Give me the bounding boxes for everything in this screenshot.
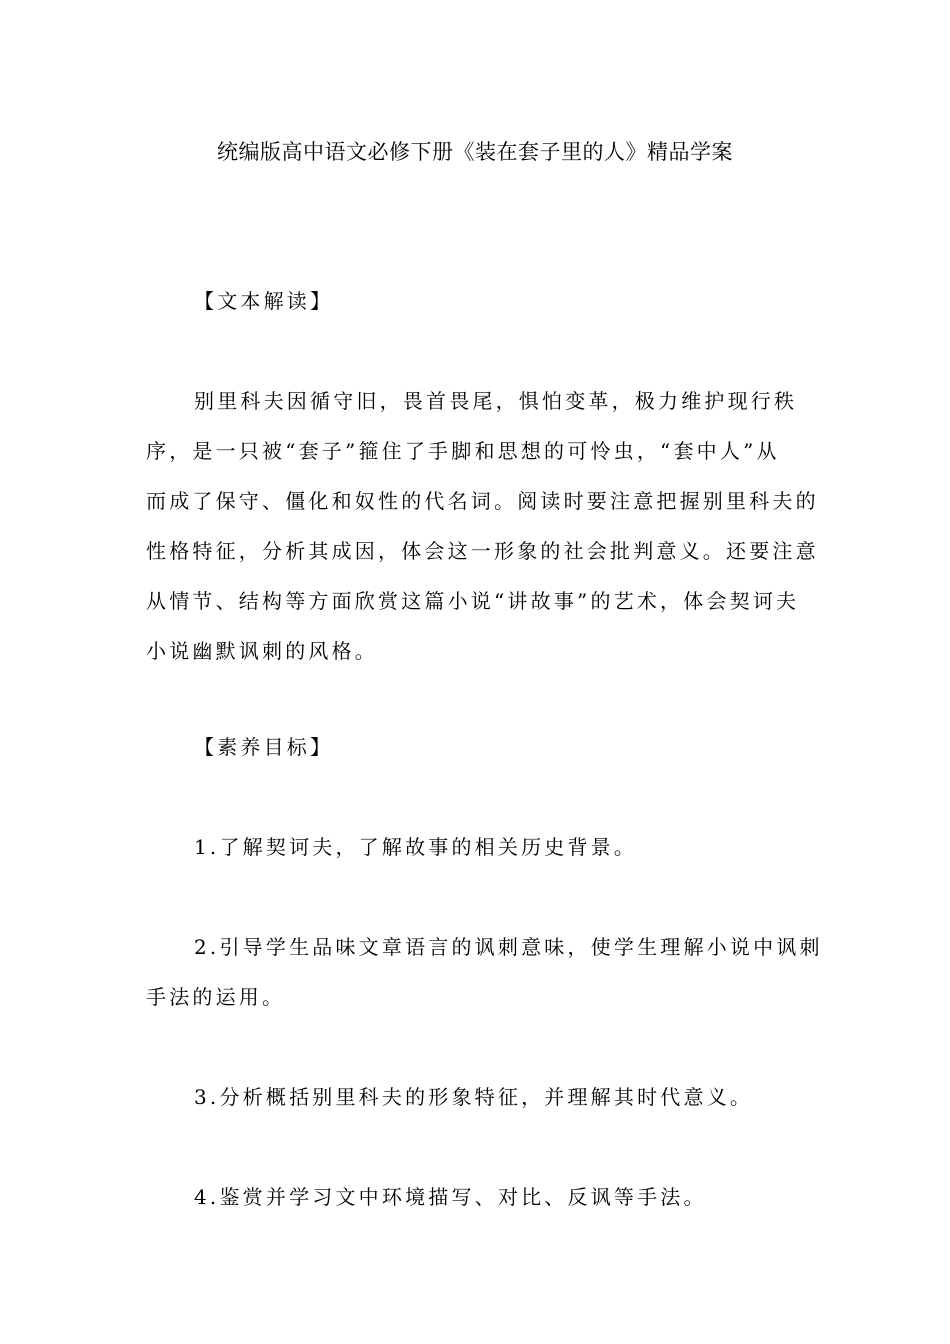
paragraph-line: 而成了保守、僵化和奴性的代名词。阅读时要注意把握别里科夫的 (146, 489, 819, 513)
document-title: 统编版高中语文必修下册《装在套子里的人》精品学案 (217, 140, 733, 164)
goal-item-1: 1.了解契诃夫，了解故事的相关历史背景。 (194, 835, 638, 859)
goal-item-3: 3.分析概括别里科夫的形象特征，并理解其时代意义。 (194, 1085, 754, 1109)
paragraph-line: 从情节、结构等方面欣赏这篇小说“讲故事”的艺术，体会契诃夫 (146, 589, 800, 613)
text-reading-paragraph (146, 376, 819, 676)
paragraph-line: 性格特征，分析其成因，体会这一形象的社会批判意义。还要注意 (146, 539, 819, 563)
section-heading-goals: 【素养目标】 (194, 735, 334, 759)
paragraph-line: 序，是一只被“套子”箍住了手脚和思想的可怜虫，“套中人”从 (146, 439, 780, 463)
section-heading-text-reading: 【文本解读】 (194, 289, 334, 313)
goal-line: 2.引导学生品味文章语言的讽刺意味，使学生理解小说中讽刺 (194, 935, 823, 959)
goal-item-4: 4.鉴赏并学习文中环境描写、对比、反讽等手法。 (194, 1185, 707, 1209)
goal-item-2 (146, 922, 823, 1022)
paragraph-line: 别里科夫因循守旧，畏首畏尾，惧怕变革，极力维护现行秩 (194, 389, 798, 413)
goal-line: 手法的运用。 (146, 985, 286, 1009)
paragraph-line: 小说幽默讽刺的风格。 (146, 639, 378, 663)
